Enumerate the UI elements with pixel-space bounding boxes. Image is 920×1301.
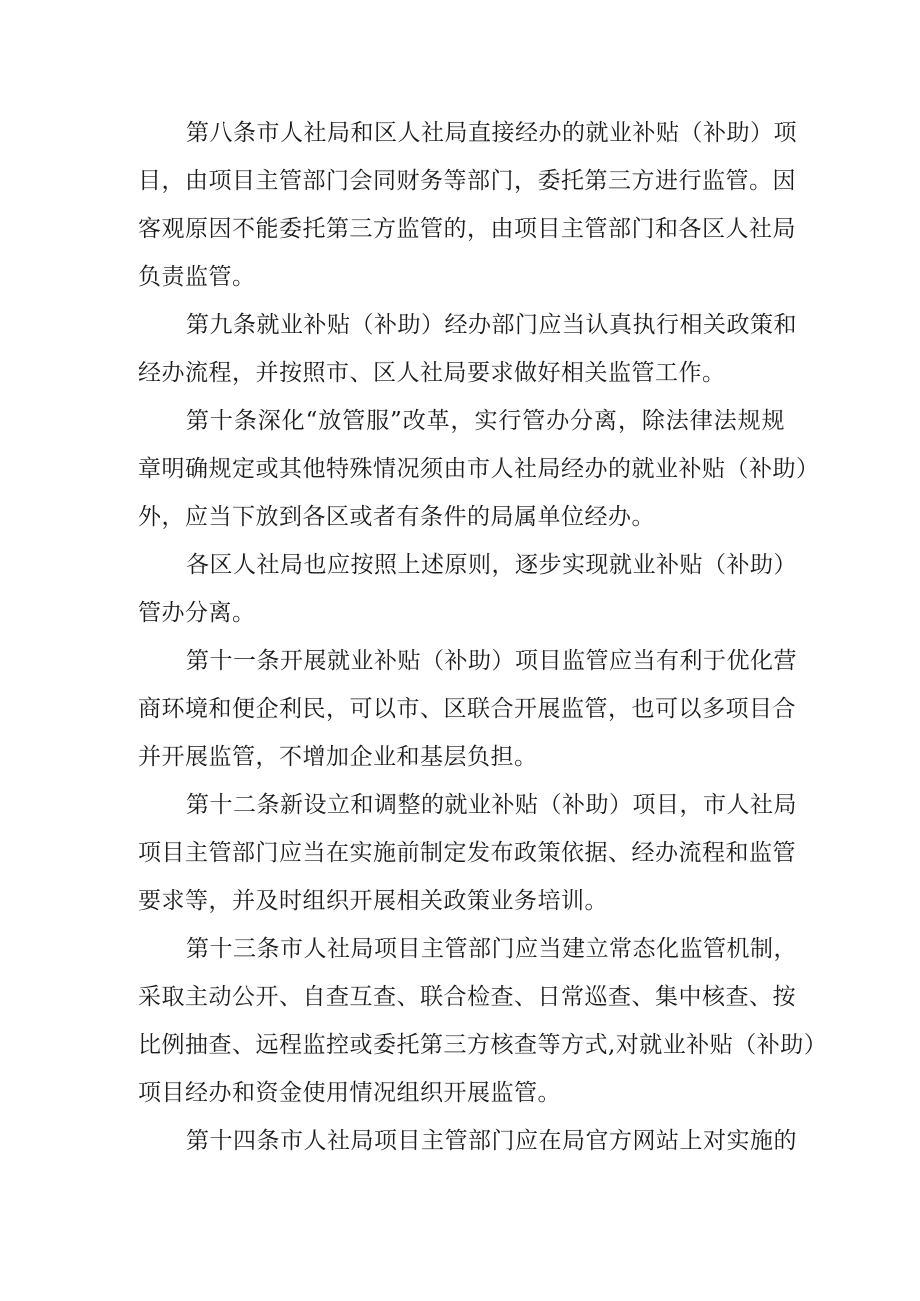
- article-11-line-1: 第十一条开展就业补贴（补助）项目监管应当有利于优化营: [186, 648, 797, 674]
- article-12-line-3: 要求等，并及时组织开展相关政策业务培训。: [138, 888, 608, 914]
- article-8-line-3: 客观原因不能委托第三方监管的，由项目主管部门和各区人社局: [138, 216, 796, 242]
- article-10-line-2: 章明确规定或其他特殊情况须由市人社局经办的就业补贴（补助）: [138, 456, 820, 482]
- article-9-line-2: 经办流程，并按照市、区人社局要求做好相关监管工作。: [138, 360, 726, 386]
- article-13-line-2: 采取主动公开、自查互查、联合检查、日常巡查、集中核查、按: [138, 984, 796, 1010]
- article-11-line-2: 商环境和便企利民，可以市、区联合开展监管，也可以多项目合: [138, 696, 796, 722]
- article-13-line-4: 项目经办和资金使用情况组织开展监管。: [138, 1080, 561, 1106]
- article-9-line-1: 第九条就业补贴（补助）经办部门应当认真执行相关政策和: [186, 312, 797, 338]
- article-11-line-3: 并开展监管，不增加企业和基层负担。: [138, 744, 538, 770]
- article-10-cont-line-2: 管办分离。: [138, 600, 256, 626]
- article-14-line-1: 第十四条市人社局项目主管部门应在局官方网站上对实施的: [186, 1128, 797, 1154]
- article-8-line-2: 目，由项目主管部门会同财务等部门，委托第三方进行监管。因: [138, 168, 796, 194]
- article-12-line-2: 项目主管部门应当在实施前制定发布政策依据、经办流程和监管: [138, 840, 796, 866]
- article-13-line-3: 比例抽查、远程监控或委托第三方核查等方式,对就业补贴（补助）: [138, 1032, 828, 1058]
- article-12-line-1: 第十二条新设立和调整的就业补贴（补助）项目，市人社局: [186, 792, 797, 818]
- article-10-line-3: 外，应当下放到各区或者有条件的局属单位经办。: [138, 504, 655, 530]
- article-8-line-4: 负责监管。: [138, 264, 256, 290]
- article-10-cont-line-1: 各区人社局也应按照上述原则，逐步实现就业补贴（补助）: [186, 552, 797, 578]
- article-10-line-1: 第十条深化“放管服”改革，实行管办分离，除法律法规规: [186, 408, 785, 434]
- article-13-line-1: 第十三条市人社局项目主管部门应当建立常态化监管机制，: [186, 936, 797, 962]
- article-8-line-1: 第八条市人社局和区人社局直接经办的就业补贴（补助）项: [186, 120, 797, 146]
